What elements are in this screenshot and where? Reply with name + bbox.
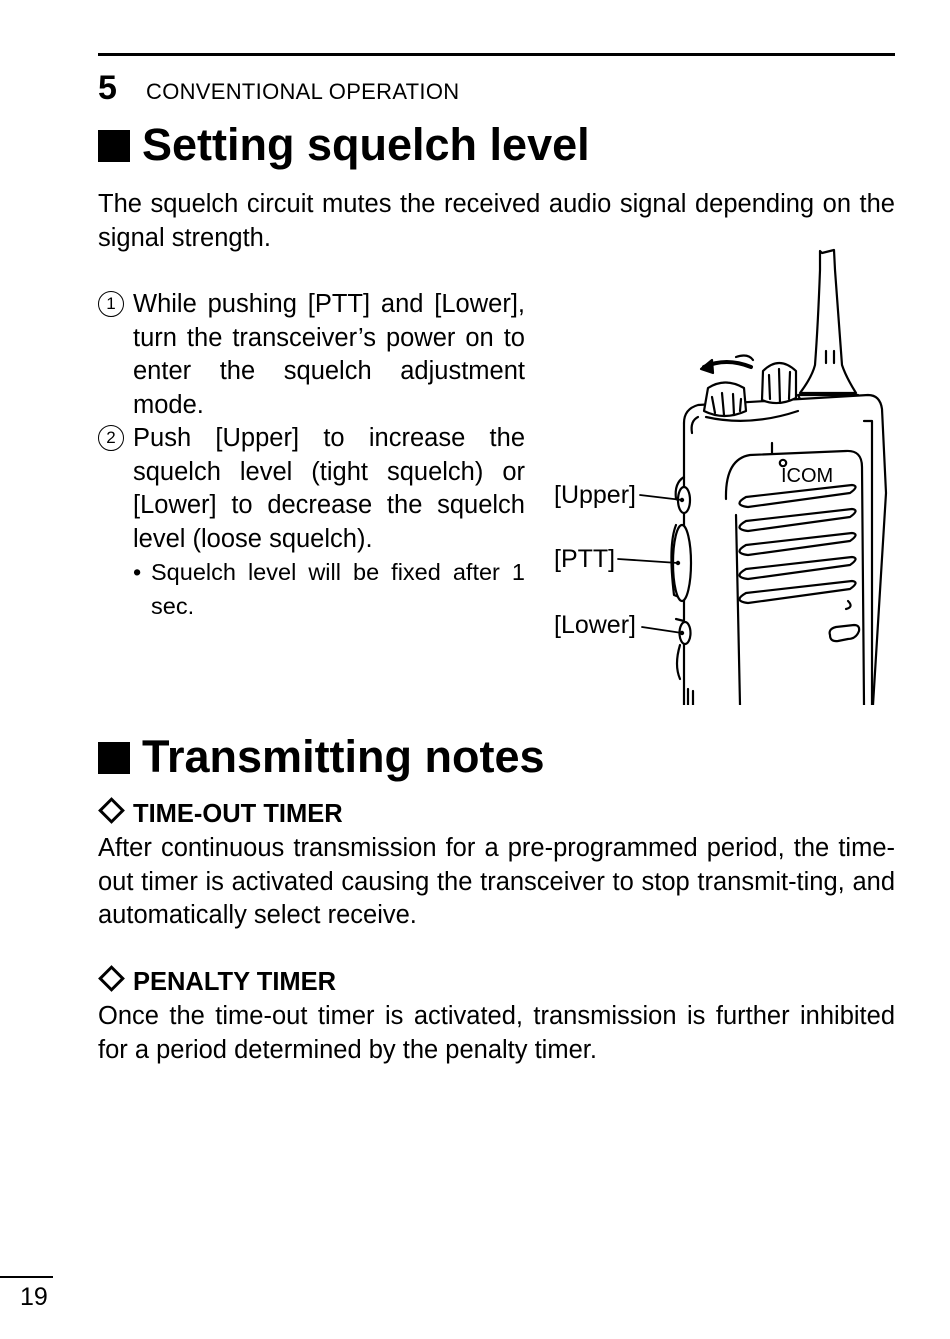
squelch-note-text: Squelch level will be fixed after 1 sec. — [151, 559, 525, 619]
penalty-body: Once the time-out timer is activated, transmission is further inhibited for a period determined by the penalty timer. — [98, 1002, 895, 1064]
step-number-1: 1 — [98, 291, 124, 317]
timeout-heading — [98, 798, 343, 830]
squelch-section-heading — [98, 119, 590, 171]
step-1 — [98, 288, 525, 422]
chapter-number: 5 — [98, 69, 117, 107]
diamond-icon — [98, 965, 125, 992]
section-square-icon — [98, 742, 130, 774]
squelch-section-title: Setting squelch level — [142, 119, 590, 170]
timeout-heading-text: TIME-OUT TIMER — [133, 800, 343, 828]
step-2 — [98, 422, 525, 556]
section-square-icon — [98, 130, 130, 162]
squelch-note — [133, 556, 525, 623]
penalty-heading-text: PENALTY TIMER — [133, 968, 337, 996]
diamond-icon — [98, 797, 125, 824]
timeout-body: After continuous transmission for a pre-programmed period, the time-out timer is activated causing the transceiver to stop transmit-ting, and automatically select receive. — [98, 834, 895, 929]
transmit-section-title: Transmitting notes — [142, 731, 545, 782]
step-2-text: Push [Upper] to increase the squelch level (tight squelch) or [Lower] to decrease the squelch level (loose squelch). — [133, 424, 525, 553]
lower-button-label: [Lower] — [554, 611, 636, 639]
transmit-section-heading — [98, 731, 545, 783]
squelch-intro: The squelch circuit mutes the received audio signal depending on the signal strength. — [98, 190, 895, 252]
footer-rule — [0, 1276, 53, 1278]
step-1-text: While pushing [PTT] and [Lower], turn the transceiver’s power on to enter the squelch adjustment mode. — [133, 290, 525, 419]
brand-logo: ICOM — [781, 465, 834, 487]
header-rule — [98, 53, 895, 56]
penalty-heading — [98, 966, 336, 998]
squelch-steps — [98, 288, 525, 623]
step-number-2: 2 — [98, 425, 124, 451]
transceiver-illustration — [550, 245, 895, 705]
upper-button-label: [Upper] — [554, 481, 636, 509]
bullet-icon: • — [133, 559, 142, 585]
chapter-title: CONVENTIONAL OPERATION — [146, 79, 460, 104]
page-number: 19 — [20, 1283, 48, 1311]
ptt-button-label: [PTT] — [554, 545, 616, 573]
